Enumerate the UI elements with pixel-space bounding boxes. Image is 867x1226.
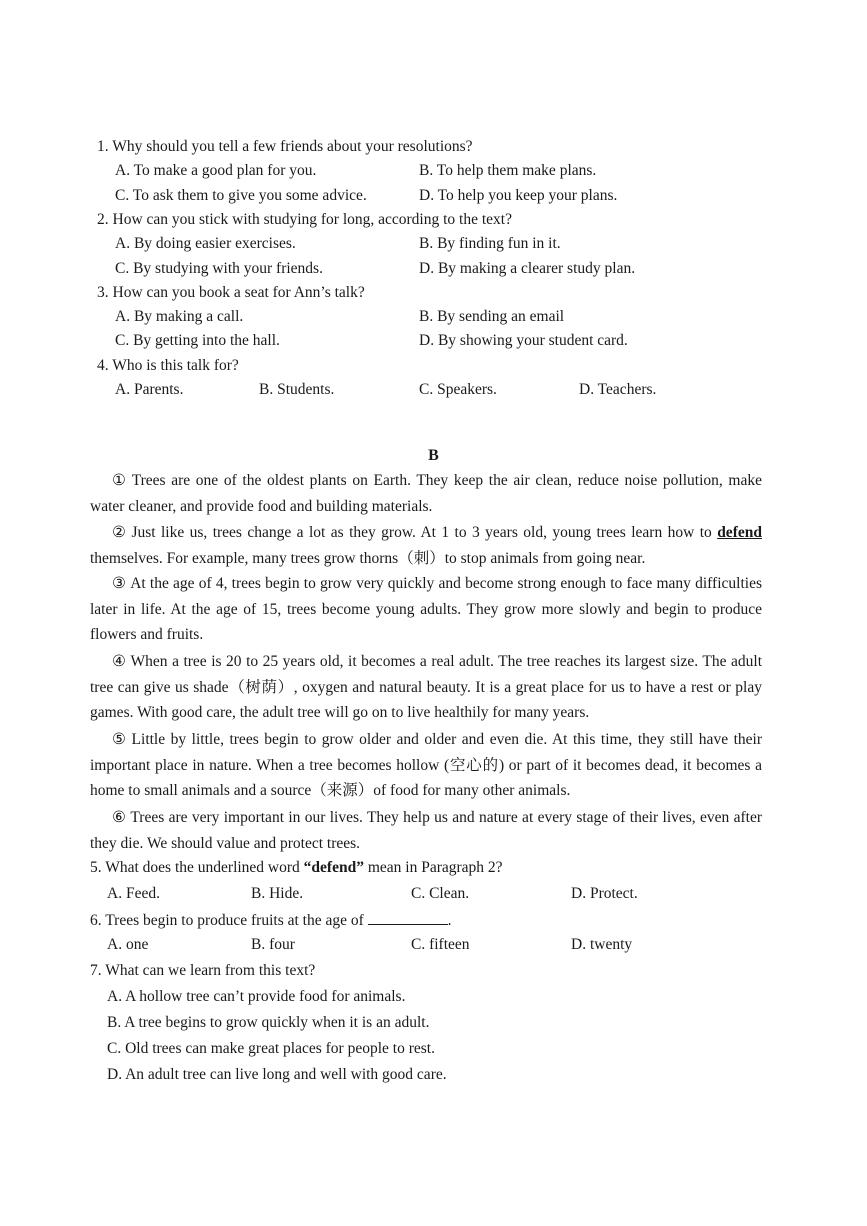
paragraph-5 — [90, 727, 762, 804]
paragraph-3 — [90, 571, 762, 648]
option-7d[interactable]: D. An adult tree can live long and well with good care. — [107, 1066, 447, 1083]
question-5 — [90, 859, 503, 877]
paragraph-text: Trees are very important in our lives. They help us and nature at every stage of their lives, even after they die. We should value and protect trees. — [90, 809, 763, 852]
option-6b[interactable]: B. four — [251, 936, 295, 953]
option-2b[interactable]: B. By finding fun in it. — [419, 235, 561, 252]
question-2 — [97, 211, 512, 229]
option-7a[interactable]: A. A hollow tree can’t provide food for animals. — [107, 988, 406, 1005]
question-stem: . — [447, 912, 452, 929]
option-3b[interactable]: B. By sending an email — [419, 308, 565, 325]
paragraph-4 — [90, 649, 762, 726]
option-5a[interactable]: A. Feed. — [107, 885, 160, 902]
paragraph-number: ③ — [112, 575, 127, 592]
question-stem: How can you stick with studying for long, according to the text? — [112, 211, 512, 228]
option-3c[interactable]: C. By getting into the hall. — [115, 332, 280, 349]
paragraph-text: Just like us, trees change a lot as they grow. At 1 to 3 years old, young trees learn how to — [131, 524, 718, 541]
paragraph-2 — [90, 520, 762, 571]
question-stem: How can you book a seat for Ann’s talk? — [112, 284, 365, 301]
question-4 — [97, 357, 239, 375]
option-6c[interactable]: C. fifteen — [411, 936, 470, 953]
option-1d[interactable]: D. To help you keep your plans. — [419, 187, 618, 204]
option-4b[interactable]: B. Students. — [259, 381, 335, 398]
paragraph-text: themselves. For example, many trees grow thorns（刺）to stop animals from going near. — [90, 549, 646, 567]
paragraph-6 — [90, 805, 762, 856]
option-1c[interactable]: C. To ask them to give you some advice. — [115, 187, 367, 204]
option-4d[interactable]: D. Teachers. — [579, 381, 657, 398]
section-b-title: B — [428, 447, 439, 464]
question-stem: mean in Paragraph 2? — [363, 859, 503, 876]
option-3a[interactable]: A. By making a call. — [115, 308, 244, 325]
question-6 — [90, 910, 452, 930]
paragraph-number: ⑥ — [112, 809, 127, 826]
paragraph-text: Trees are one of the oldest plants on Earth. They keep the air clean, reduce noise pollution, make water cleaner, and provide food and building materials. — [90, 472, 762, 515]
question-number: 1. — [97, 138, 109, 155]
option-1b[interactable]: B. To help them make plans. — [419, 162, 597, 179]
option-6a[interactable]: A. one — [107, 936, 149, 953]
paragraph-text: Little by little, trees begin to grow older and older and even die. At this time, they still have their important place in nature. When a tree becomes hollow (空心的) or part of it becomes dead, it becomes a home to small animals and a source（来源）of food for many other animals. — [90, 731, 762, 800]
paragraph-text: At the age of 4, trees begin to grow very quickly and become strong enough to face many difficulties later in life. At the age of 15, trees become young adults. They grow more slowly and begin to produce flowers and fruits. — [90, 575, 762, 644]
option-2d[interactable]: D. By making a clearer study plan. — [419, 260, 636, 277]
option-7c[interactable]: C. Old trees can make great places for people to rest. — [107, 1040, 435, 1057]
option-6d[interactable]: D. twenty — [571, 936, 633, 953]
question-7 — [90, 962, 315, 980]
question-stem: Why should you tell a few friends about your resolutions? — [112, 138, 473, 155]
question-stem: Trees begin to produce fruits at the age of — [105, 912, 368, 929]
question-number: 4. — [97, 357, 109, 374]
question-3 — [97, 284, 365, 302]
option-2c[interactable]: C. By studying with your friends. — [115, 260, 323, 277]
option-4c[interactable]: C. Speakers. — [419, 381, 497, 398]
question-number: 3. — [97, 284, 109, 301]
paragraph-number: ④ — [112, 653, 127, 670]
option-5d[interactable]: D. Protect. — [571, 885, 638, 902]
option-1a[interactable]: A. To make a good plan for you. — [115, 162, 317, 179]
paragraph-number: ⑤ — [112, 731, 128, 748]
paragraph-number: ② — [112, 524, 128, 541]
question-stem: What does the underlined word — [105, 859, 304, 876]
option-4a[interactable]: A. Parents. — [115, 381, 184, 398]
question-stem: Who is this talk for? — [112, 357, 239, 374]
question-number: 7. — [90, 962, 102, 979]
option-2a[interactable]: A. By doing easier exercises. — [115, 235, 296, 252]
option-3d[interactable]: D. By showing your student card. — [419, 332, 628, 349]
question-number: 6. — [90, 912, 102, 929]
quoted-word: “defend” — [303, 859, 364, 876]
option-5c[interactable]: C. Clean. — [411, 885, 470, 902]
paragraph-number: ① — [112, 472, 128, 489]
paragraph-text: When a tree is 20 to 25 years old, it becomes a real adult. The tree reaches its largest size. The adult tree can give us shade（树荫）, oxygen and natural beauty. It is a great place for us to have a rest or play games. With good care, the adult tree will go on to live healthily for many years. — [90, 653, 762, 722]
option-7b[interactable]: B. A tree begins to grow quickly when it is an adult. — [107, 1014, 430, 1031]
answer-blank[interactable] — [368, 910, 448, 925]
underlined-word: defend — [717, 524, 762, 541]
option-5b[interactable]: B. Hide. — [251, 885, 304, 902]
question-stem: What can we learn from this text? — [105, 962, 316, 979]
question-1 — [97, 138, 473, 156]
question-number: 5. — [90, 859, 102, 876]
question-number: 2. — [97, 211, 109, 228]
paragraph-1 — [90, 468, 762, 519]
